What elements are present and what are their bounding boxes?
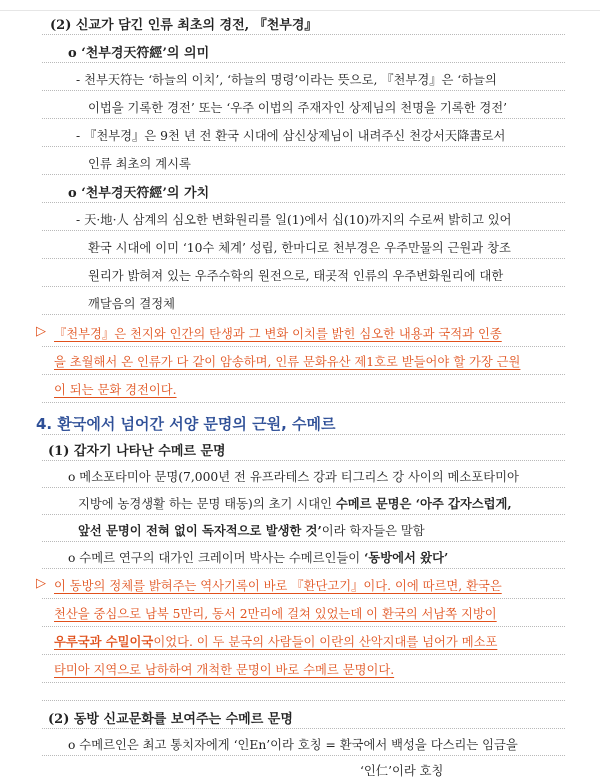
row-rule	[42, 230, 565, 231]
row-rule	[42, 434, 565, 435]
note-line: 타미아 지역으로 남하하여 개척한 문명이 바로 수메르 문명이다.	[54, 663, 395, 677]
note-line: 천산을 중심으로 남북 5만리, 동서 2만리에 걸쳐 있었는데 이 환국의 서남쪽 지방이	[54, 607, 497, 621]
bold-run: 수메르 문명은 ‘아주 갑자스럽게,	[335, 496, 512, 511]
row-rule	[42, 402, 565, 403]
subheading-eastern: (2) 동방 신교문화를 보여주는 수메르 문명	[48, 712, 293, 727]
note-arrow-icon: ▷	[36, 576, 46, 591]
row-rule	[42, 286, 565, 287]
row-rule	[42, 174, 565, 175]
row-rule	[42, 34, 565, 35]
paragraph-line: o 수메르인은 최고 통치자에게 ‘인En’이라 호칭 = 환국에서 백성을 다스리는 임금을	[68, 738, 518, 752]
row-rule	[42, 90, 565, 91]
paragraph-line: o 메소포타미아 문명(7,000년 전 유프라테스 강과 티그리스 강 사이의 메소포타미아	[68, 470, 519, 484]
bold-run: ‘동방에서 왔다’	[364, 550, 449, 565]
bold-run: 앞선 문명이 전혀 없이 독자적으로 발생한 것’	[78, 523, 322, 538]
row-rule	[42, 258, 565, 259]
row-rule	[42, 568, 565, 569]
note-line: 『천부경』은 천지와 인간의 탄생과 그 변화 이치를 밝힌 심오한 내용과 국적과 인종	[54, 327, 502, 341]
text-run: o 수메르 연구의 대가인 크레이머 박사는 수메르인들이	[68, 551, 365, 565]
paragraph-line: 깨달음의 결정체	[88, 297, 176, 311]
paragraph-line: 이법을 기록한 경전’ 또는 ‘우주 이법의 주재자인 상제님의 천명을 기록한 경전’	[88, 101, 508, 115]
row-rule	[42, 514, 565, 515]
row-rule	[42, 146, 565, 147]
row-rule	[42, 626, 565, 627]
row-rule	[42, 682, 565, 683]
paragraph-line: 환국 시대에 이미 ‘10수 체계’ 성립, 한마디로 천부경은 우주만물의 근원과 창조	[88, 241, 511, 255]
note-line	[54, 632, 497, 650]
note-line: 이 되는 문화 경전이다.	[54, 383, 177, 397]
row-rule	[42, 118, 565, 119]
paragraph-line: 인류 최초의 계시록	[88, 157, 191, 171]
row-rule	[42, 460, 565, 461]
top-rule	[0, 10, 600, 11]
row-rule	[42, 202, 565, 203]
subheading-sumer: (1) 갑자기 나타난 수메르 문명	[48, 444, 226, 459]
row-rule	[42, 541, 565, 542]
subheading-value: o ‘천부경天符經’의 가치	[68, 186, 210, 201]
paragraph-line: - 『천부경』은 9천 년 전 환국 시대에 삼신상제님이 내려주신 천강서天降書로서	[76, 129, 506, 143]
text-run: 이었다. 이 두 분국의 사람들이 이란의 산악지대를 넘어가 메소포	[153, 635, 498, 649]
text-run: 지방에 농경생활 하는 문명 태동)의 초기 시대인	[78, 497, 336, 511]
text-run: 이라 학자들은 말함	[321, 524, 425, 538]
row-rule	[42, 700, 565, 701]
row-rule	[42, 598, 565, 599]
paragraph-line: - 천부天符는 ‘하늘의 이치’, ‘하늘의 명령’이라는 뜻으로, 『천부경』은 ‘하늘의	[76, 73, 497, 87]
paragraph-line: ‘인仁’이라 호칭	[360, 764, 444, 778]
bold-run: 우루국과 수밀이국	[54, 634, 154, 649]
paragraph-line	[68, 548, 448, 566]
subheading-meaning: o ‘천부경天符經’의 의미	[68, 46, 210, 61]
paragraph-line: 원리가 밝혀져 있는 우주수학의 원전으로, 태곳적 인류의 우주변화원리에 대한	[88, 269, 504, 283]
paragraph-line: - 天·地·人 삼계의 심오한 변화원리를 일(1)에서 십(10)까지의 수로써 밝히고 있어	[76, 213, 512, 227]
section-heading: (2) 신교가 담긴 인류 최초의 경전, 『천부경』	[50, 18, 318, 33]
section-title: 4. 환국에서 넘어간 서양 문명의 근원, 수메르	[36, 415, 336, 433]
row-rule	[42, 728, 565, 729]
row-rule	[42, 314, 565, 315]
row-rule	[42, 654, 565, 655]
row-rule	[42, 487, 565, 488]
paragraph-line	[78, 521, 425, 539]
note-line: 이 동방의 정체를 밝혀주는 역사기록이 바로 『환단고기』이다. 이에 따르면, 환국은	[54, 579, 502, 593]
row-rule	[42, 62, 565, 63]
row-rule	[42, 346, 565, 347]
note-arrow-icon: ▷	[36, 324, 46, 339]
note-line: 을 초월해서 온 인류가 다 같이 암송하며, 인류 문화유산 제1호로 받들어야 할 가장 근원	[54, 355, 521, 369]
row-rule	[42, 755, 565, 756]
row-rule	[42, 374, 565, 375]
paragraph-line	[78, 494, 512, 512]
